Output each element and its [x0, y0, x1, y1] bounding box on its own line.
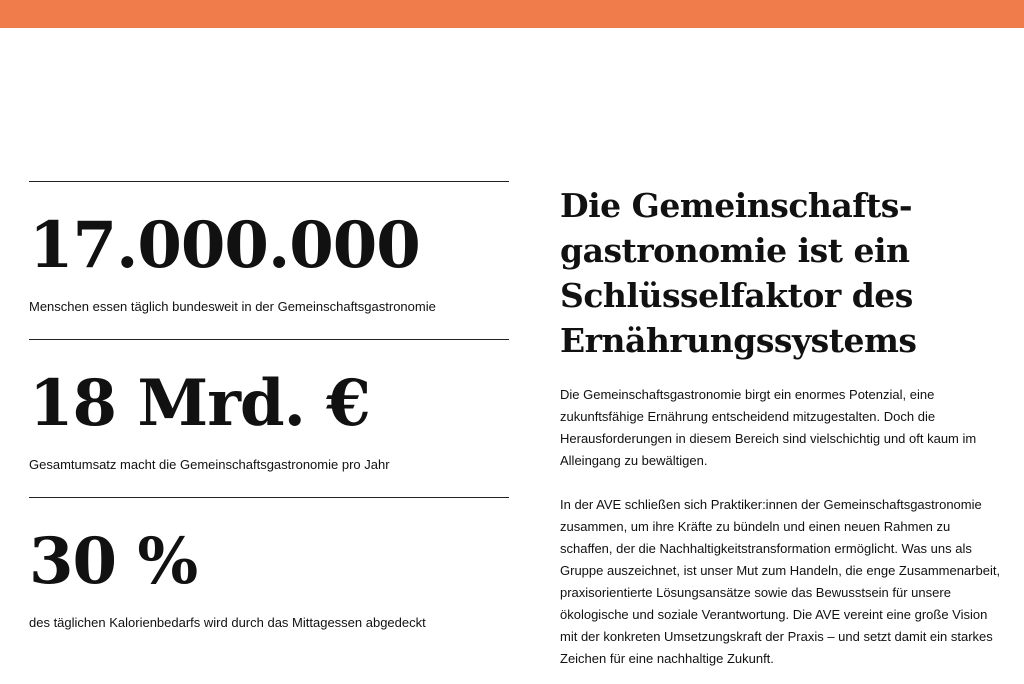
intro-paragraph-2: [560, 494, 1000, 670]
paragraph-line: schaffen, der die Nachhaltigkeitstransformation ermöglicht. Was uns als: [560, 541, 972, 556]
paragraph-line: zusammen, um ihre Kräfte zu bündeln und einen neuen Rahmen zu: [560, 519, 951, 534]
stat-value: 18 Mrd. €: [29, 366, 370, 441]
paragraph-line: In der AVE schließen sich Praktiker:innen der Gemeinschaftsgastronomie: [560, 497, 982, 512]
intro-paragraph-1: [560, 384, 976, 472]
paragraph-line: Die Gemeinschaftsgastronomie birgt ein enormes Potenzial, eine: [560, 387, 935, 402]
paragraph-line: mit der konkreten Umsetzungskraft der Praxis – und setzt damit ein starkes: [560, 629, 993, 644]
paragraph-line: Herausforderungen in diesem Bereich sind vielschichtig und oft kaum im: [560, 431, 977, 446]
paragraph-line: zukunftsfähige Ernährung entscheidend mitzugestalten. Doch die: [560, 409, 936, 424]
stat-block-people: [29, 181, 509, 339]
paragraph-line: praxisorientierte Lösungsansätze sowie das Bewusstsein für unsere: [560, 585, 951, 600]
stat-label: Gesamtumsatz macht die Gemeinschaftsgastronomie pro Jahr: [29, 457, 390, 472]
top-accent-band: [0, 0, 1024, 28]
stat-value: 30 %: [29, 524, 198, 599]
heading-line: Schlüsselfaktor des: [560, 276, 913, 315]
heading-line: Die Gemeinschafts-: [560, 186, 913, 225]
section-heading: [560, 183, 1010, 363]
paragraph-line: Zeichen für eine nachhaltige Zukunft.: [560, 651, 774, 666]
stats-column: [29, 181, 509, 655]
heading-line: gastronomie ist ein: [560, 231, 910, 270]
heading-line: Ernährungssystems: [560, 321, 917, 360]
stat-label: Menschen essen täglich bundesweit in der Gemeinschaftsgastronomie: [29, 299, 436, 314]
paragraph-line: Gruppe auszeichnet, ist unser Mut zum Handeln, die enge Zusammenarbeit,: [560, 563, 1001, 578]
stat-label: des täglichen Kalorienbedarfs wird durch das Mittagessen abgedeckt: [29, 615, 426, 630]
stat-value: 17.000.000: [29, 208, 420, 283]
paragraph-line: Alleingang zu bewältigen.: [560, 453, 708, 468]
stat-block-calories: [29, 497, 509, 655]
paragraph-line: ökologische und soziale Verantwortung. Die AVE vereint eine große Vision: [560, 607, 988, 622]
stat-block-revenue: [29, 339, 509, 497]
intro-column: [560, 183, 1010, 666]
